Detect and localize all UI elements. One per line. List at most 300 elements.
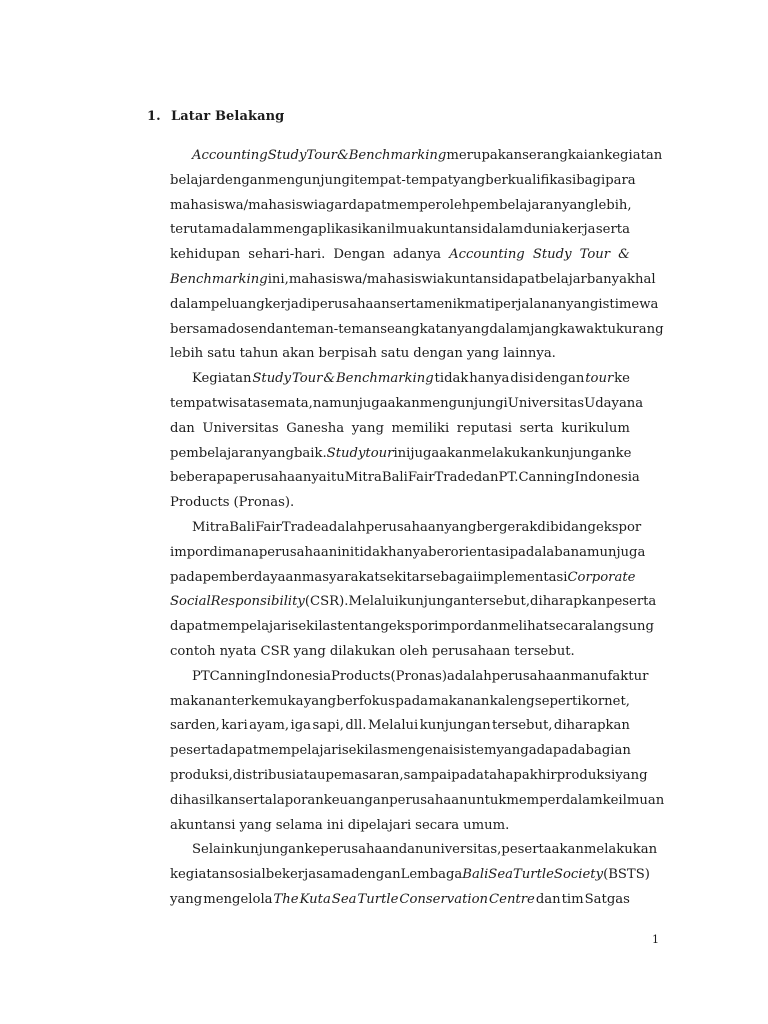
word: yang: [466, 346, 500, 362]
word: keuangan: [323, 792, 390, 808]
word: perusahaan: [320, 842, 399, 858]
word: Melalui: [348, 594, 399, 610]
word: yang: [615, 767, 648, 783]
word: pemasaran,: [325, 767, 404, 783]
word: distribusi: [232, 767, 296, 783]
word: akan: [439, 445, 472, 461]
word: bidang: [550, 519, 596, 535]
word: peserta: [501, 842, 552, 858]
word: sarden,: [170, 718, 220, 734]
word: dosen: [227, 321, 268, 337]
word: umum.: [463, 817, 510, 833]
word: Universitas: [507, 395, 585, 411]
word: baik.: [293, 445, 327, 461]
word: bersama: [170, 321, 228, 337]
word: mahasiswa/mahasiswi: [288, 271, 437, 287]
text-line: [170, 590, 657, 615]
word: dll.: [345, 718, 367, 734]
word: dipelajari: [347, 817, 412, 833]
word: sama: [316, 867, 352, 883]
word: teman-teman: [291, 321, 381, 337]
word: di: [298, 296, 312, 312]
word: lainnya.: [503, 346, 556, 362]
word: yang: [453, 172, 486, 188]
word: terkemuka: [231, 693, 304, 709]
word: laba: [542, 544, 571, 560]
word: dalam: [170, 296, 211, 312]
word: yang: [496, 743, 529, 759]
word: akan: [282, 346, 315, 362]
word: (Pronas): [390, 668, 448, 684]
text-line: [170, 218, 630, 243]
word: perjalanan: [494, 296, 567, 312]
word: impor: [434, 619, 474, 635]
text-line: [170, 392, 644, 417]
word: (CSR).: [304, 594, 349, 610]
text-line: [170, 566, 636, 591]
text-line: [170, 144, 663, 169]
word: hal: [634, 271, 656, 287]
word: mahasiswa/mahasiswi: [170, 197, 319, 213]
word: Study: [252, 371, 292, 387]
word: satu: [380, 346, 410, 362]
word: atau: [295, 767, 326, 783]
text-line: [170, 665, 649, 690]
word: sehari-hari.: [248, 247, 326, 263]
word: kaleng: [489, 693, 535, 709]
word: memperoleh: [386, 197, 471, 213]
word: yang: [170, 891, 203, 907]
word: Responsibility: [210, 594, 305, 610]
word: contoh: [170, 643, 216, 659]
word: Udayana: [584, 395, 644, 411]
word: reputasi: [456, 420, 512, 436]
text-line: [170, 243, 630, 268]
word: dalam: [489, 321, 531, 337]
word: diharapkan: [530, 594, 607, 610]
word: mempelajari: [258, 743, 342, 759]
word: Kuta: [299, 891, 331, 907]
word: PT.: [498, 470, 519, 486]
word: yang: [444, 519, 477, 535]
word: dihasilkan: [170, 792, 239, 808]
word: serta: [238, 792, 273, 808]
text-line: [170, 194, 630, 219]
word: untuk: [467, 792, 507, 808]
word: &: [618, 247, 630, 263]
word: tahun: [239, 346, 279, 362]
word: tim: [561, 891, 584, 907]
text-line: [170, 293, 659, 318]
text-line: [170, 838, 658, 863]
word: PT: [192, 668, 210, 684]
word: agar: [318, 197, 349, 213]
word: Mitra: [344, 470, 382, 486]
word: Benchmarking: [348, 148, 447, 163]
word: ada: [528, 743, 553, 759]
word: nyata: [219, 643, 257, 659]
word: akuntansi: [436, 271, 503, 287]
word: ke: [615, 445, 632, 461]
word: dan: [398, 842, 424, 858]
word: ini,: [267, 271, 289, 287]
word: serta: [595, 222, 630, 238]
word: yang: [261, 445, 294, 461]
word: akan: [551, 842, 584, 858]
word: kurang: [615, 321, 664, 337]
word: Universitas: [202, 420, 279, 436]
word: Sea: [331, 891, 357, 907]
word: tidak: [354, 544, 388, 560]
word: kunjungan: [544, 445, 616, 461]
word: pemberdayaan: [202, 569, 302, 585]
word: sekilas: [291, 619, 338, 635]
word: tersebut,: [492, 718, 553, 734]
word: jangka: [530, 321, 575, 337]
section-title: Latar Belakang: [171, 109, 285, 124]
word: (Pronas).: [233, 495, 295, 511]
text-line: [170, 367, 630, 392]
word: Tour: [579, 247, 611, 263]
word: Fair: [255, 519, 282, 535]
word: memperdalam: [506, 792, 603, 808]
word: Products: [331, 668, 391, 684]
word: Conservation: [399, 891, 489, 907]
word: melihat: [498, 619, 549, 635]
word: pada: [451, 767, 484, 783]
text-line: [170, 318, 664, 343]
word: belajar: [540, 271, 587, 287]
word: sapi,: [312, 718, 344, 734]
word: kegiatan: [604, 148, 663, 163]
word: merupakan: [446, 148, 523, 163]
word: dapat: [220, 743, 259, 759]
paragraph: [170, 367, 644, 516]
word: pembelajaran: [170, 445, 262, 461]
paragraph: [170, 144, 664, 367]
word: produksi: [556, 767, 616, 783]
word: yang: [351, 420, 384, 436]
word: dalam: [231, 222, 273, 238]
word: adalah: [321, 519, 366, 535]
word: namun: [570, 544, 617, 560]
word: adalah: [447, 668, 492, 684]
word: Corporate: [567, 569, 636, 585]
word: sampai: [403, 767, 452, 783]
word: Satgas: [584, 891, 630, 907]
word: sistem: [453, 743, 497, 759]
word: adanya: [393, 247, 442, 263]
word: mempelajari: [207, 619, 292, 635]
word: Society: [553, 867, 604, 883]
text-line: [170, 814, 630, 839]
word: peluang: [210, 296, 265, 312]
section-heading: [147, 109, 284, 124]
word: waktu: [575, 321, 616, 337]
word: pembelajaran: [470, 197, 562, 213]
word: Tour: [291, 371, 323, 387]
word: Kegiatan: [192, 371, 252, 387]
word: pada: [170, 569, 203, 585]
word: The: [273, 891, 299, 907]
word: tour: [585, 371, 614, 387]
word: Products: [170, 495, 230, 511]
word: akhir: [521, 767, 557, 783]
word: makanan: [170, 693, 232, 709]
word: dan: [473, 619, 499, 635]
text-line: [170, 640, 630, 665]
word: selama: [275, 817, 323, 833]
word: Accounting: [192, 148, 268, 163]
word: dalam: [482, 222, 524, 238]
word: lebih,: [594, 197, 632, 213]
word: sekilas: [341, 743, 388, 759]
word: perusahaan: [258, 544, 338, 560]
text-line: [170, 789, 665, 814]
paragraph: [170, 665, 665, 839]
word: perusahaan: [491, 668, 571, 684]
word: langsung: [592, 619, 654, 635]
word: implementasi: [477, 569, 568, 585]
word: produksi,: [170, 767, 233, 783]
word: kerja: [264, 296, 299, 312]
word: pada: [552, 743, 586, 759]
word: para: [605, 172, 636, 188]
word: terutama: [170, 222, 232, 238]
word: dapat: [348, 197, 387, 213]
body-text: [170, 144, 665, 913]
word: tahap: [483, 767, 522, 783]
word: pada: [395, 693, 428, 709]
word: memiliki: [391, 420, 450, 436]
word: tour: [365, 445, 394, 461]
word: dimana: [209, 544, 259, 560]
text-line: [170, 615, 654, 640]
text-line: [170, 268, 656, 293]
word: sosial: [227, 867, 266, 883]
text-line: [170, 863, 650, 888]
word: melakukan: [583, 842, 658, 858]
word: secara: [548, 619, 593, 635]
word: yang: [457, 321, 490, 337]
word: makanan: [428, 693, 490, 709]
word: Study: [326, 445, 366, 461]
word: Benchmarking: [170, 271, 268, 287]
word: Lembaga: [400, 867, 463, 883]
word: diharapkan: [553, 718, 630, 734]
word: dan: [535, 891, 561, 907]
word: mengunjungi: [266, 172, 355, 188]
word: perusahaan: [311, 296, 390, 312]
word: dan: [473, 470, 499, 486]
word: istimewa: [598, 296, 659, 312]
word: Tour: [306, 148, 337, 163]
text-line: [170, 690, 630, 715]
word: Selain: [192, 842, 234, 858]
paragraph: [170, 838, 658, 912]
page-number: 1: [652, 933, 659, 946]
word: belajar: [170, 172, 217, 188]
word: satu: [207, 346, 236, 362]
word: tempat: [170, 395, 218, 411]
word: hanya: [469, 371, 510, 387]
word: Accounting: [449, 247, 525, 263]
text-line: [170, 491, 630, 516]
word: mengenai: [387, 743, 454, 759]
word: iga: [290, 718, 312, 734]
word: tersebut,: [469, 594, 531, 610]
word: kornet,: [581, 693, 630, 709]
word: Bali: [381, 470, 408, 486]
word: dengan: [534, 371, 585, 387]
word: tidak: [434, 371, 469, 387]
text-line: [170, 342, 630, 367]
word: secara: [415, 817, 460, 833]
word: ini: [326, 817, 344, 833]
word: perusahaan: [431, 643, 511, 659]
word: dapat: [502, 271, 541, 287]
word: kari: [221, 718, 248, 734]
text-line: [170, 739, 630, 764]
word: dengan: [413, 346, 463, 362]
word: banyak: [586, 271, 635, 287]
word: semata,: [260, 395, 313, 411]
word: Trade: [281, 519, 322, 535]
word: peserta: [606, 594, 657, 610]
word: Canning: [518, 470, 575, 486]
word: serta: [389, 296, 424, 312]
word: Study: [267, 148, 307, 163]
word: akuntansi: [170, 817, 236, 833]
word: Turtle: [513, 867, 554, 883]
word: manufaktur: [570, 668, 649, 684]
word: Social: [170, 594, 211, 610]
word: yang: [293, 643, 326, 659]
word: Dengan: [333, 247, 385, 263]
word: namun: [312, 395, 359, 411]
word: tempat-tempat: [354, 172, 453, 188]
text-line: [170, 417, 630, 442]
word: yang: [562, 197, 595, 213]
word: tersebut.: [514, 643, 575, 659]
word: ilmu: [386, 222, 417, 238]
word: juga: [358, 395, 388, 411]
word: ke: [304, 842, 321, 858]
word: dengan: [216, 172, 267, 188]
word: dengan: [351, 867, 401, 883]
word: akuntansi: [416, 222, 482, 238]
text-line: [170, 169, 636, 194]
word: berfokus: [336, 693, 396, 709]
word: mengelola: [203, 891, 273, 907]
word: yang: [303, 693, 337, 709]
word: beberapa: [170, 470, 233, 486]
word: ayam,: [249, 718, 290, 734]
word: kehidupan: [170, 247, 241, 263]
word: ekspor: [595, 519, 642, 535]
word: tentang: [337, 619, 389, 635]
word: kerja: [561, 222, 596, 238]
word: kegiatan: [170, 867, 228, 883]
word: seperti: [534, 693, 582, 709]
word: juga: [616, 544, 646, 560]
word: berorientasi: [428, 544, 510, 560]
word: kunjungan: [419, 718, 491, 734]
word: Indonesia: [574, 470, 640, 486]
word: ini: [337, 544, 355, 560]
word: peserta: [170, 743, 221, 759]
text-line: [170, 466, 640, 491]
word: kunjungan: [398, 594, 470, 610]
word: Melalui: [367, 718, 419, 734]
word: akan: [387, 395, 420, 411]
word: mengunjungi: [419, 395, 508, 411]
word: hanya: [387, 544, 429, 560]
word: Centre: [489, 891, 535, 907]
word: lebih: [170, 346, 204, 362]
word: berkualifikasi: [485, 172, 577, 188]
word: mengaplikasikan: [273, 222, 387, 238]
text-line: [170, 442, 630, 467]
section-number: 1.: [147, 109, 161, 124]
word: sekitar: [379, 569, 426, 585]
text-line: [170, 541, 646, 566]
word: serangkaian: [522, 148, 605, 163]
word: yaitu: [311, 470, 345, 486]
word: perusahaan: [389, 792, 468, 808]
word: Canning: [209, 668, 266, 684]
word: keilmuan: [602, 792, 665, 808]
word: ekspor: [388, 619, 435, 635]
word: seangkatan: [380, 321, 458, 337]
word: Trade: [434, 470, 474, 486]
word: dilakukan: [329, 643, 396, 659]
word: Bali: [462, 867, 489, 883]
word: (BSTS): [603, 867, 650, 883]
word: &: [323, 371, 336, 387]
word: Turtle: [357, 891, 399, 907]
word: CSR: [260, 643, 290, 659]
word: kunjungan: [233, 842, 305, 858]
text-line: [170, 888, 630, 913]
word: Indonesia: [265, 668, 331, 684]
word: laporan: [272, 792, 324, 808]
word: impor: [170, 544, 210, 560]
word: melakukan: [471, 445, 545, 461]
word: sebagai: [425, 569, 478, 585]
word: ini: [393, 445, 411, 461]
word: di: [537, 519, 551, 535]
word: menikmati: [423, 296, 495, 312]
text-line: [170, 764, 648, 789]
word: Mitra: [192, 519, 230, 535]
word: kurikulum: [561, 420, 630, 436]
word: pada: [509, 544, 543, 560]
word: wisata: [217, 395, 261, 411]
word: yang: [239, 817, 272, 833]
word: perusahaan: [232, 470, 312, 486]
word: bagian: [585, 743, 631, 759]
word: dan: [170, 420, 195, 436]
word: Benchmarking: [335, 371, 434, 387]
word: Fair: [407, 470, 435, 486]
word: Ganesha: [286, 420, 345, 436]
word: masyarakat: [301, 569, 380, 585]
word: Study: [532, 247, 572, 263]
text-line: [170, 516, 642, 541]
word: bagi: [576, 172, 606, 188]
word: perusahaan: [365, 519, 445, 535]
